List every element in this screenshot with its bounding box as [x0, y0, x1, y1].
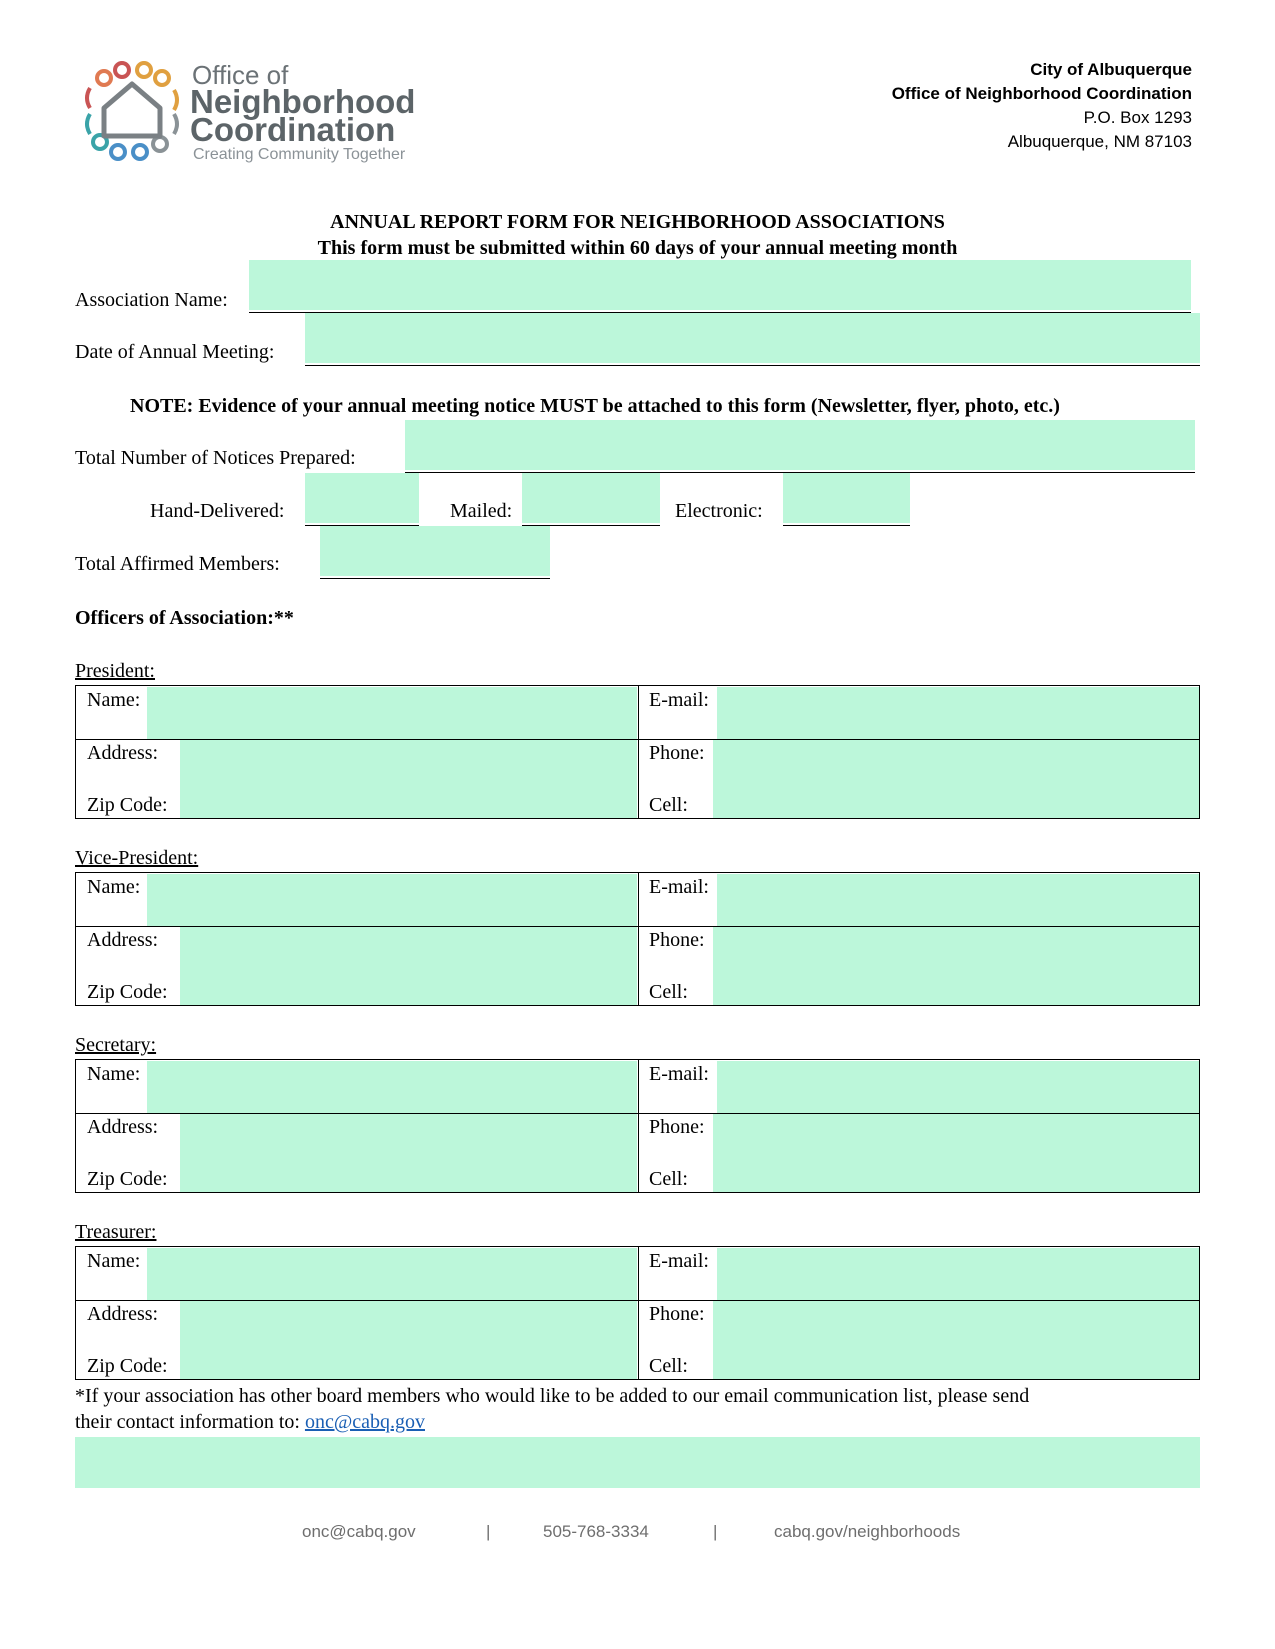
treasurer-address-label: Address: [87, 1303, 159, 1325]
secretary-zip-label: Zip Code: [87, 1168, 168, 1190]
footer-separator-1: | [486, 1522, 491, 1541]
treasurer-cell-label: Cell: [649, 1355, 688, 1377]
footnote-line-2 [75, 1411, 425, 1434]
president-zip-label: Zip Code: [87, 794, 168, 816]
mailed-label: Mailed: [450, 500, 513, 522]
logo-line-2: Neighborhood [190, 83, 416, 120]
treasurer-email-label: E-mail: [649, 1250, 709, 1272]
electronic-label: Electronic: [675, 500, 763, 522]
secretary-address-label: Address: [87, 1116, 159, 1138]
additional-members-field[interactable] [75, 1437, 1200, 1488]
secretary-phone-label: Phone: [649, 1116, 705, 1138]
footer-email: onc@cabq.gov [302, 1522, 416, 1541]
treasurer-name-label: Name: [87, 1250, 141, 1272]
vice-president-email-label: E-mail: [649, 876, 709, 898]
logo [82, 58, 416, 168]
logo-tagline: Creating Community Together [193, 146, 406, 163]
secretary-phone-field[interactable] [713, 1114, 1199, 1192]
president-heading: President: [75, 660, 155, 682]
vice-president-address-field[interactable] [180, 927, 637, 1005]
secretary-cell-label: Cell: [649, 1168, 688, 1190]
vice-president-name-label: Name: [87, 876, 141, 898]
president-name-field[interactable] [147, 687, 637, 739]
vice-president-name-field[interactable] [147, 874, 637, 926]
footer-separator-2: | [713, 1522, 718, 1541]
total-notices-underline [405, 452, 1195, 473]
president-name-label: Name: [87, 689, 141, 711]
president-cell-label: Cell: [649, 794, 688, 816]
vice-president-phone-label: Phone: [649, 929, 705, 951]
onc-email-link[interactable]: onc@cabq.gov [304, 1411, 425, 1433]
vice-president-table [75, 872, 1200, 1006]
footnote-line-1: *If your association has other board members who would like to be added to our email communication list, please send [75, 1385, 1030, 1407]
electronic-underline [783, 505, 910, 526]
affirmed-members-underline [320, 558, 550, 579]
treasurer-name-field[interactable] [147, 1248, 637, 1300]
address-line-city: City of Albuquerque [1030, 60, 1192, 79]
address-line-pobox: P.O. Box 1293 [1083, 108, 1192, 127]
treasurer-heading: Treasurer: [75, 1221, 157, 1243]
secretary-address-field[interactable] [180, 1114, 637, 1192]
president-phone-field[interactable] [713, 740, 1199, 818]
secretary-name-label: Name: [87, 1063, 141, 1085]
form-title: ANNUAL REPORT FORM FOR NEIGHBORHOOD ASSOCIATIONS [330, 211, 945, 233]
footer-phone: 505-768-3334 [543, 1522, 649, 1541]
address-line-citystate: Albuquerque, NM 87103 [1007, 132, 1192, 151]
secretary-table [75, 1059, 1200, 1193]
secretary-email-label: E-mail: [649, 1063, 709, 1085]
treasurer-zip-label: Zip Code: [87, 1355, 168, 1377]
officers-heading: Officers of Association:** [75, 607, 294, 629]
vice-president-heading: Vice-President: [75, 847, 199, 869]
mailed-underline [522, 505, 660, 526]
secretary-email-field[interactable] [717, 1061, 1199, 1113]
hand-delivered-underline [305, 505, 419, 526]
vice-president-zip-label: Zip Code: [87, 981, 168, 1003]
vice-president-address-label: Address: [87, 929, 159, 951]
logo-line-1: Office of [192, 60, 289, 90]
vice-president-cell-label: Cell: [649, 981, 688, 1003]
office-address [892, 58, 1192, 154]
footer-website: cabq.gov/neighborhoods [774, 1522, 961, 1541]
association-name-underline [249, 292, 1191, 313]
treasurer-address-field[interactable] [180, 1301, 637, 1379]
annual-meeting-date-underline [305, 345, 1200, 366]
treasurer-phone-field[interactable] [713, 1301, 1199, 1379]
president-table [75, 685, 1200, 819]
footnote-text: their contact information to: [75, 1411, 305, 1433]
logo-line-3: Coordination [190, 111, 396, 148]
annual-meeting-date-label: Date of Annual Meeting: [75, 341, 275, 363]
president-address-label: Address: [87, 742, 159, 764]
affirmed-members-label: Total Affirmed Members: [75, 553, 280, 575]
secretary-heading: Secretary: [75, 1034, 157, 1056]
association-name-label: Association Name: [75, 289, 228, 311]
treasurer-email-field[interactable] [717, 1248, 1199, 1300]
logo-mark-icon [82, 58, 192, 168]
vice-president-phone-field[interactable] [713, 927, 1199, 1005]
secretary-name-field[interactable] [147, 1061, 637, 1113]
president-phone-label: Phone: [649, 742, 705, 764]
president-email-field[interactable] [717, 687, 1199, 739]
treasurer-table [75, 1246, 1200, 1380]
vice-president-email-field[interactable] [717, 874, 1199, 926]
hand-delivered-label: Hand-Delivered: [150, 500, 285, 522]
president-address-field[interactable] [180, 740, 637, 818]
treasurer-phone-label: Phone: [649, 1303, 705, 1325]
attachment-note: NOTE: Evidence of your annual meeting notice MUST be attached to this form (Newsletter, flyer, photo, etc.) [130, 395, 1060, 417]
total-notices-label: Total Number of Notices Prepared: [75, 447, 356, 469]
address-line-office: Office of Neighborhood Coordination [891, 84, 1192, 103]
president-email-label: E-mail: [649, 689, 709, 711]
form-subtitle: This form must be submitted within 60 days of your annual meeting month [317, 237, 958, 259]
